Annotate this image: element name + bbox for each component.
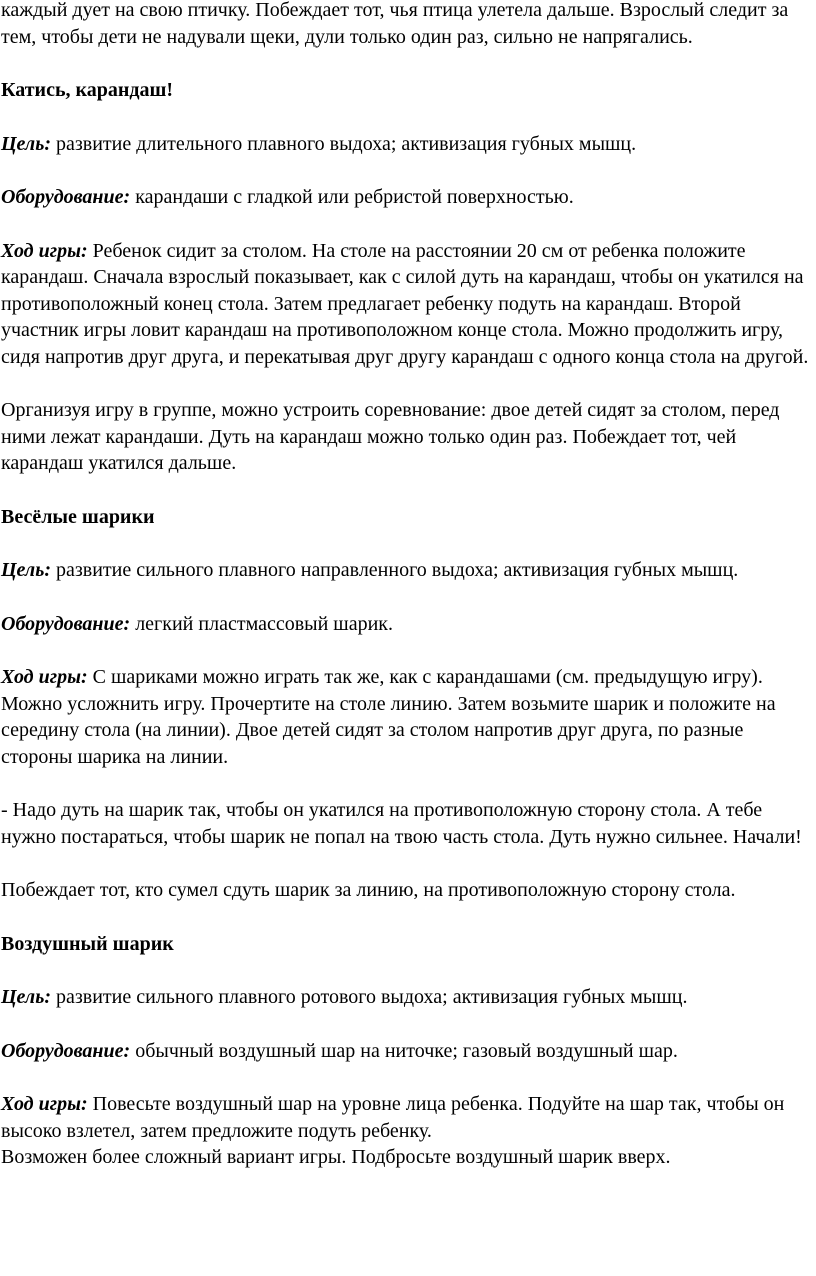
game3-goal-text: развитие сильного плавного ротового выдоха; активизация губных мышц. (51, 986, 688, 1008)
equipment-label: Оборудование: (1, 1039, 131, 1062)
game2-speech: - Надо дуть на шарик так, чтобы он укатился на противоположную сторону стола. А тебе нужно постараться, чтобы шарик не попал на твою часть стола. Дуть нужно сильнее. Начали! (1, 799, 802, 848)
game2-equipment-text: легкий пластмассовый шарик. (130, 612, 393, 635)
progress-label: Ход игры: (1, 1093, 88, 1115)
game3-title: Воздушный шарик (1, 932, 174, 955)
game2-goal-text: развитие сильного плавного направленного выдоха; активизация губных мышц. (51, 559, 739, 581)
game2-progress (1, 664, 813, 770)
game3-goal (1, 984, 813, 1011)
game2-goal (1, 557, 813, 584)
game1-equipment-text: карандаши с гладкой или ребристой поверхностью. (130, 186, 574, 208)
game2-result: Побеждает тот, кто сумел сдуть шарик за линию, на противоположную сторону стола. (1, 879, 736, 901)
game1-progress (1, 238, 813, 371)
game2-title: Весёлые шарики (1, 505, 155, 528)
game1-progress-text: Ребенок сидит за столом. На столе на расстоянии 20 см от ребенка положите карандаш. Сначала взрослый показывает, как с силой дуть на карандаш, чтобы он укатился на противоположный конец стола. Затем предлагает ребенку подуть на карандаш. Второй участник игры ловит карандаш на противоположном конце стола. Можно продолжить игру, сидя напротив друг друга, и перекатывая друг другу карандаш с одного конца стола на другой. (1, 239, 809, 368)
goal-label: Цель: (1, 559, 51, 581)
progress-label: Ход игры: (1, 239, 88, 262)
game3-equipment (1, 1038, 813, 1065)
equipment-label: Оборудование: (1, 186, 131, 208)
game1-goal-text: развитие длительного плавного выдоха; активизация губных мышц. (51, 132, 637, 155)
game1-equipment (1, 184, 813, 211)
equipment-label: Оборудование: (1, 612, 131, 635)
game3-variant: Возможен более сложный вариант игры. Подбросьте воздушный шарик вверх. (1, 1146, 671, 1168)
game1-goal (1, 131, 813, 158)
game3-progress (1, 1091, 813, 1144)
document-page (1, 0, 813, 1171)
progress-label: Ход игры: (1, 666, 88, 688)
goal-label: Цель: (1, 132, 51, 155)
game1-extra: Организуя игру в группе, можно устроить соревнование: двое детей сидят за столом, перед ними лежат карандаши. Дуть на карандаш можно только один раз. Побеждает тот, чей карандаш укатился дальше. (1, 399, 780, 474)
intro-paragraph: каждый дует на свою птичку. Побеждает тот, чья птица улетела дальше. Взрослый следит за тем, чтобы дети не надували щеки, дули только один раз, сильно не напрягались. (1, 0, 789, 48)
game3-equipment-text: обычный воздушный шар на ниточке; газовый воздушный шар. (130, 1039, 678, 1062)
game1-title: Катись, карандаш! (1, 79, 174, 101)
game2-progress-text: С шариками можно играть так же, как с карандашами (см. предыдущую игру). Можно усложнить игру. Прочертите на столе линию. Затем возьмите шарик и положите на середину стола (на линии). Двое детей сидят за столом напротив друг друга, по разные стороны шарика на линии. (1, 666, 776, 768)
goal-label: Цель: (1, 986, 51, 1008)
game3-progress-text: Повесьте воздушный шар на уровне лица ребенка. Подуйте на шар так, чтобы он высоко взлетел, затем предложите подуть ребенку. (1, 1093, 785, 1142)
game2-equipment (1, 611, 813, 638)
